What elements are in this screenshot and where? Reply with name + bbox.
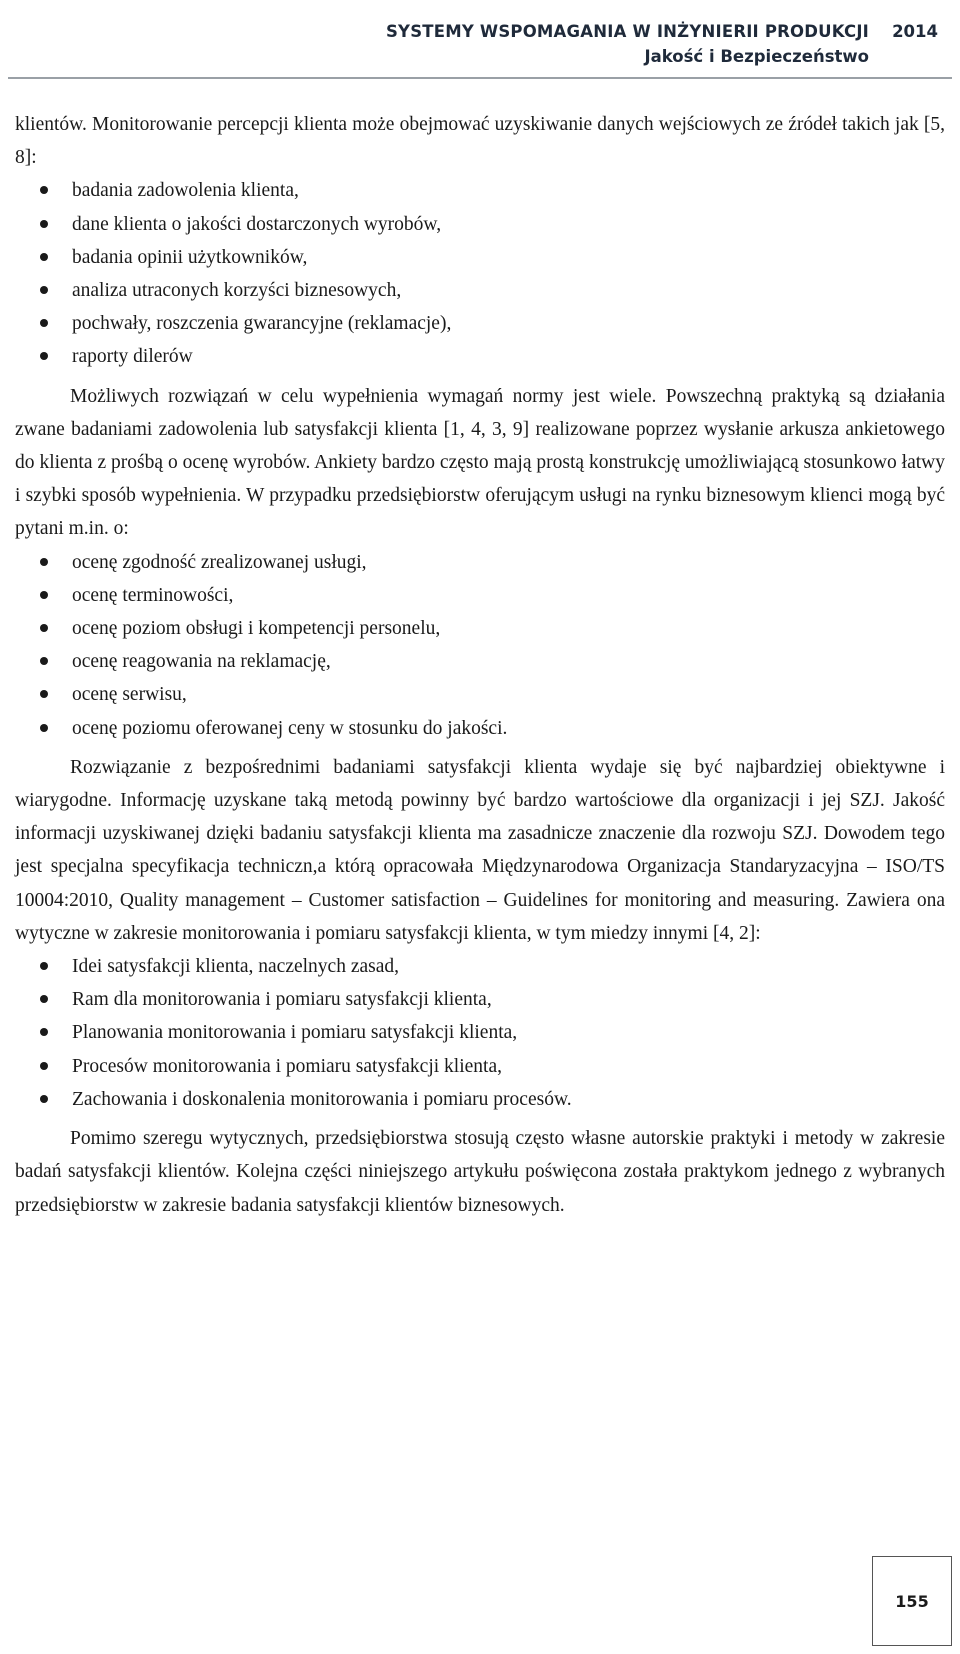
list-item <box>15 1016 945 1049</box>
list-item <box>15 307 945 340</box>
paragraph: klientów. Monitorowanie percepcji klienta może obejmować uzyskiwanie danych wejściowych ze źródeł takich jak [5, 8]: <box>15 114 945 169</box>
header-divider <box>8 77 952 79</box>
bullet-icon <box>40 319 48 327</box>
bullet-icon <box>40 657 48 665</box>
list-item-text: Procesów monitorowania i pomiaru satysfakcji klienta, <box>72 1055 502 1077</box>
list-item <box>15 208 945 241</box>
bullet-icon <box>40 1062 48 1070</box>
bullet-icon <box>40 286 48 294</box>
list-item <box>15 579 945 612</box>
paragraph: Możliwych rozwiązań w celu wypełnienia wymagań normy jest wiele. Powszechną praktyką są działania zwane badaniami zadowolenia lub satysfakcji klienta [1, 4, 3, 9] realizowane poprzez wysłanie arkusza ankietowego do klienta z prośbą o ocenę wyrobów. Ankiety bardzo często mają prostą konstrukcję umożliwiającą stosunkowo łatwy i szybki sposób wypełnienia. W przypadku przedsiębiorstw oferującym usługi na rynku biznesowym klienci mogą być pytani m.in. o: <box>15 385 945 540</box>
list-item-text: pochwały, roszczenia gwarancyjne (reklamacje), <box>72 313 452 335</box>
bullet-icon <box>40 1028 48 1036</box>
list-item-text: Idei satysfakcji klienta, naczelnych zasad, <box>72 956 400 978</box>
paragraph: Pomimo szeregu wytycznych, przedsiębiorstwa stosują często własne autorskie praktyki i metody w zakresie badań satysfakcji klientów. Kolejna części niniejszego artykułu poświęcona została praktykom jednego z wybranych przedsiębiorstw w zakresie badania satysfakcji klientów biznesowych. <box>15 1128 945 1216</box>
page-header <box>0 0 960 80</box>
bullet-icon <box>40 1095 48 1103</box>
bullet-list <box>15 546 945 745</box>
list-item <box>15 712 945 745</box>
list-item <box>15 645 945 678</box>
list-item <box>15 546 945 579</box>
list-item-text: raporty dilerów <box>72 346 193 368</box>
list-item-text: Ram dla monitorowania i pomiaru satysfakcji klienta, <box>72 989 492 1011</box>
journal-title: SYSTEMY WSPOMAGANIA W INŻYNIERII PRODUKCJI <box>385 22 869 41</box>
list-item-text: ocenę serwisu, <box>72 684 187 706</box>
list-item-text: badania zadowolenia klienta, <box>72 180 299 202</box>
list-item <box>15 241 945 274</box>
journal-year: 2014 <box>892 22 938 41</box>
bullet-icon <box>40 558 48 566</box>
list-item-text: ocenę terminowości, <box>72 584 234 606</box>
list-item <box>15 174 945 207</box>
list-item <box>15 1050 945 1083</box>
bullet-list <box>15 174 945 373</box>
list-item-text: ocenę zgodność zrealizowanej usługi, <box>72 551 367 573</box>
bullet-icon <box>40 253 48 261</box>
list-item-text: badania opinii użytkowników, <box>72 246 308 268</box>
list-item <box>15 678 945 711</box>
bullet-icon <box>40 724 48 732</box>
bullet-icon <box>40 962 48 970</box>
bullet-icon <box>40 186 48 194</box>
list-item <box>15 983 945 1016</box>
list-item-text: Planowania monitorowania i pomiaru satysfakcji klienta, <box>72 1022 518 1044</box>
article-body <box>15 108 945 1222</box>
bullet-icon <box>40 624 48 632</box>
list-item <box>15 274 945 307</box>
bullet-icon <box>40 591 48 599</box>
paragraph: Rozwiązanie z bezpośrednimi badaniami satysfakcji klienta wydaje się być najbardziej obiektywne i wiarygodne. Informację uzyskane taką metodą powinny być bardzo wartościowe dla organizacji i jej SZJ. Jakość informacji uzyskiwanej dzięki badaniu satysfakcji klienta ma zasadnicze znaczenie dla rozwoju SZJ. Dowodem tego jest specjalna specyfikacja techniczn,a którą opracowała Międzynarodowa Organizacja Standaryzacyjna – ISO/TS 10004:2010, Quality management – Customer satisfaction – Guidelines for monitoring and measuring. Zawiera ona wytyczne w zakresie monitorowania i pomiaru satysfakcji klienta, w tym miedzy innymi [4, 2]: <box>15 756 945 944</box>
list-item-text: analiza utraconych korzyści biznesowych, <box>72 280 402 302</box>
list-item <box>15 1083 945 1116</box>
page-number: 155 <box>872 1556 952 1646</box>
list-item <box>15 340 945 373</box>
list-item-text: ocenę reagowania na reklamację, <box>72 651 331 673</box>
bullet-icon <box>40 995 48 1003</box>
bullet-icon <box>40 352 48 360</box>
bullet-icon <box>40 690 48 698</box>
bullet-list <box>15 950 945 1116</box>
list-item <box>15 950 945 983</box>
section-title: Jakość i Bezpieczeństwo <box>644 47 869 66</box>
list-item-text: Zachowania i doskonalenia monitorowania i pomiaru procesów. <box>72 1088 572 1110</box>
list-item-text: dane klienta o jakości dostarczonych wyrobów, <box>72 213 442 235</box>
list-item-text: ocenę poziom obsługi i kompetencji personelu, <box>72 618 441 640</box>
list-item-text: ocenę poziomu oferowanej ceny w stosunku do jakości. <box>72 717 508 739</box>
list-item <box>15 612 945 645</box>
bullet-icon <box>40 220 48 228</box>
